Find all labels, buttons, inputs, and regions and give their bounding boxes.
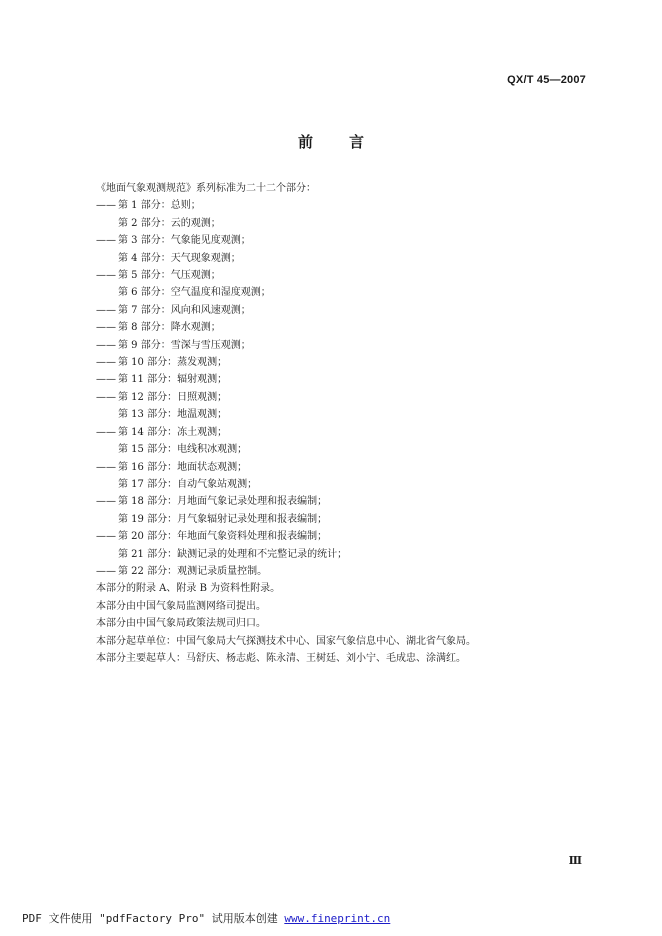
part-item xyxy=(96,528,596,545)
part-item xyxy=(96,493,596,510)
part-text: 第 10 部分：蒸发观测； xyxy=(118,357,228,369)
part-text: 第 13 部分：地温观测； xyxy=(118,409,228,421)
dash-marker: —— xyxy=(96,496,116,508)
intro-text: 《地面气象观测规范》系列标准为二十二个部分： xyxy=(96,183,316,194)
dash-marker xyxy=(96,284,118,301)
dash-marker xyxy=(96,215,118,232)
part-item xyxy=(96,424,596,441)
dash-marker: —— xyxy=(96,235,116,247)
note-line: 本部分主要起草人：马舒庆、杨志彪、陈永清、王树廷、刘小宁、毛成忠、涂满红。 xyxy=(96,652,466,664)
part-item xyxy=(96,197,596,214)
part-text: 第 1 部分：总则； xyxy=(118,200,201,212)
foreword-body xyxy=(96,180,596,667)
part-item xyxy=(96,215,596,232)
dash-marker: —— xyxy=(96,565,116,577)
part-text: 第 12 部分：日照观测； xyxy=(118,391,228,403)
note-line: 本部分由中国气象局监测网络司提出。 xyxy=(96,600,266,612)
part-text: 第 19 部分：月气象辐射记录处理和报表编制； xyxy=(118,513,328,525)
part-text: 第 8 部分：降水观测； xyxy=(118,322,221,334)
part-item xyxy=(96,406,596,423)
dash-marker xyxy=(96,476,118,493)
note-line: 本部分起草单位：中国气象局大气探测技术中心、国家气象信息中心、湖北省气象局。 xyxy=(96,635,476,647)
footer-text: PDF 文件使用 "pdfFactory Pro" 试用版本创建 xyxy=(22,912,285,925)
part-text: 第 14 部分：冻土观测； xyxy=(118,426,228,438)
dash-marker: —— xyxy=(96,200,116,212)
part-text: 第 16 部分：地面状态观测； xyxy=(118,461,248,473)
pdf-footer xyxy=(22,910,390,926)
part-text: 第 7 部分：风向和风速观测； xyxy=(118,304,251,316)
part-item xyxy=(96,284,596,301)
part-text: 第 11 部分：辐射观测； xyxy=(118,374,228,386)
dash-marker: —— xyxy=(96,304,116,316)
dash-marker xyxy=(96,441,118,458)
part-item xyxy=(96,302,596,319)
dash-marker: —— xyxy=(96,374,116,386)
part-item xyxy=(96,354,596,371)
part-text: 第 17 部分：自动气象站观测； xyxy=(118,478,258,490)
standard-code: QX/T 45—2007 xyxy=(507,74,586,86)
dash-marker: —— xyxy=(96,531,116,543)
part-item xyxy=(96,511,596,528)
part-text: 第 18 部分：月地面气象记录处理和报表编制； xyxy=(118,496,328,508)
page-number: Ⅲ xyxy=(568,854,582,867)
part-text: 第 5 部分：气压观测； xyxy=(118,270,221,282)
parts-list xyxy=(96,197,596,580)
part-item xyxy=(96,563,596,580)
part-item xyxy=(96,371,596,388)
dash-marker xyxy=(96,250,118,267)
part-text: 第 6 部分：空气温度和湿度观测； xyxy=(118,287,271,299)
part-text: 第 21 部分：缺测记录的处理和不完整记录的统计； xyxy=(118,548,348,560)
part-item xyxy=(96,319,596,336)
dash-marker: —— xyxy=(96,391,116,403)
dash-marker: —— xyxy=(96,461,116,473)
part-item xyxy=(96,250,596,267)
dash-marker: —— xyxy=(96,339,116,351)
part-item xyxy=(96,441,596,458)
dash-marker: —— xyxy=(96,357,116,369)
note-line: 本部分的附录 A、附录 B 为资料性附录。 xyxy=(96,583,281,595)
part-item xyxy=(96,267,596,284)
part-item xyxy=(96,459,596,476)
dash-marker: —— xyxy=(96,270,116,282)
notes-list xyxy=(96,580,596,667)
part-text: 第 22 部分：观测记录质量控制。 xyxy=(118,565,268,577)
footer-link[interactable]: www.fineprint.cn xyxy=(284,912,391,925)
page-title: 前言 xyxy=(297,133,400,151)
dash-marker: —— xyxy=(96,322,116,334)
dash-marker xyxy=(96,406,118,423)
dash-marker: —— xyxy=(96,426,116,438)
part-item xyxy=(96,232,596,249)
note-line: 本部分由中国气象局政策法规司归口。 xyxy=(96,618,266,630)
part-text: 第 15 部分：电线积冰观测； xyxy=(118,444,248,456)
part-item xyxy=(96,337,596,354)
part-text: 第 4 部分：天气现象观测； xyxy=(118,252,241,264)
part-item xyxy=(96,546,596,563)
dash-marker xyxy=(96,546,118,563)
part-item xyxy=(96,476,596,493)
part-text: 第 20 部分：年地面气象资料处理和报表编制； xyxy=(118,531,328,543)
part-text: 第 3 部分：气象能见度观测； xyxy=(118,235,251,247)
part-text: 第 9 部分：雪深与雪压观测； xyxy=(118,339,251,351)
part-item xyxy=(96,389,596,406)
part-text: 第 2 部分：云的观测； xyxy=(118,217,221,229)
dash-marker xyxy=(96,511,118,528)
